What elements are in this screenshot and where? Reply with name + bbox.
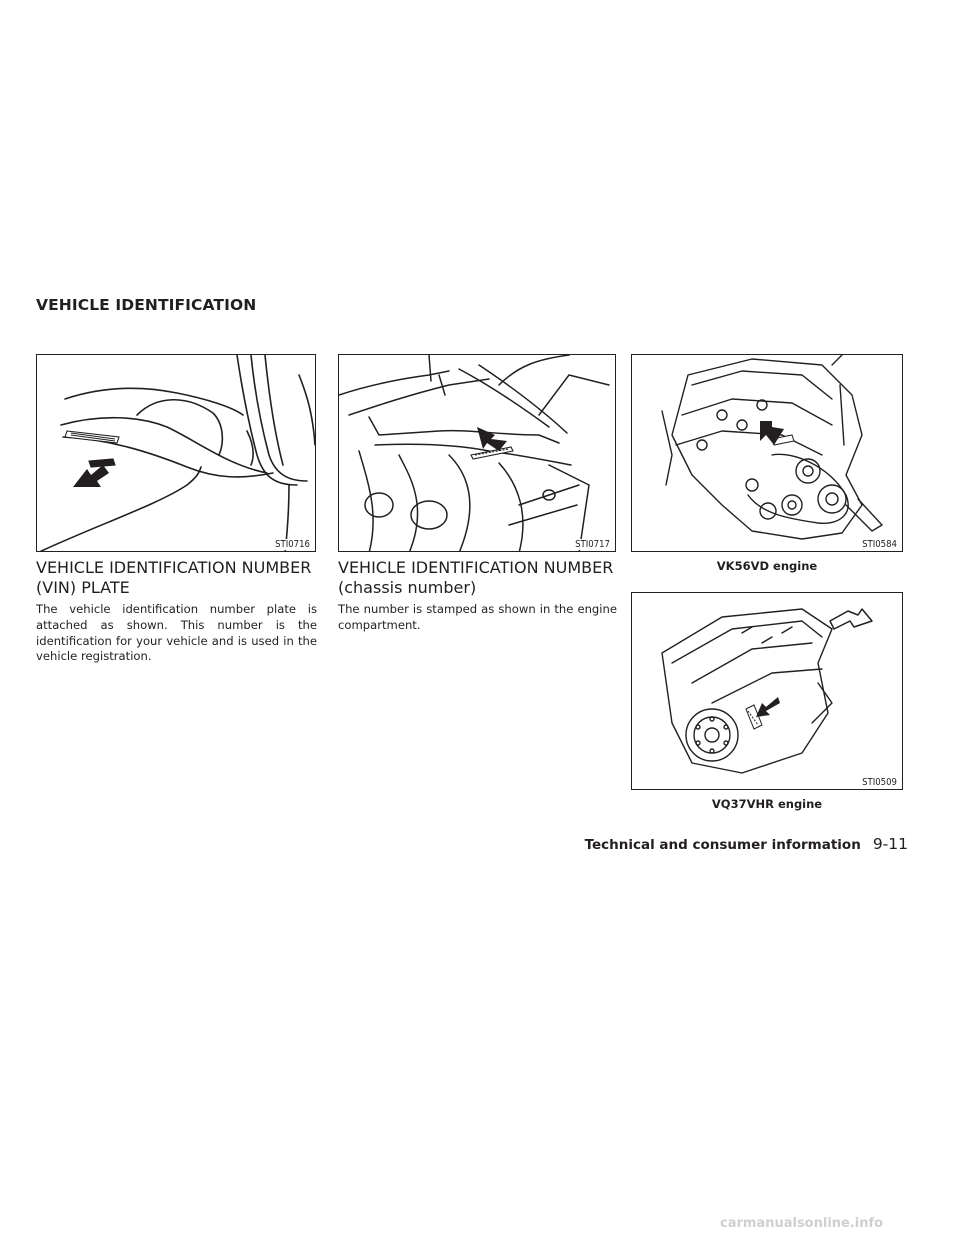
vk56vd-engine-figure	[631, 354, 903, 552]
arrow-icon	[756, 697, 780, 717]
section-title: VEHICLE IDENTIFICATION	[36, 296, 257, 314]
figure-code: STI0716	[275, 539, 310, 550]
vin-plate-illustration	[37, 355, 316, 552]
heading-line: VEHICLE IDENTIFICATION NUMBER	[338, 558, 614, 577]
vk56vd-engine-illustration	[632, 355, 903, 552]
heading-line: (chassis number)	[338, 578, 477, 597]
figure-code: STI0584	[862, 539, 897, 550]
figure-code: STI0509	[862, 777, 897, 788]
vin-plate-heading	[36, 558, 326, 598]
arrow-icon	[477, 427, 507, 451]
figure-caption: VQ37VHR engine	[711, 797, 823, 811]
chassis-number-heading	[338, 558, 628, 598]
vq37vhr-engine-figure	[631, 592, 903, 790]
heading-line: (VIN) PLATE	[36, 578, 130, 597]
arrow-icon	[73, 465, 109, 487]
vq37vhr-engine-illustration	[632, 593, 903, 790]
heading-line: VEHICLE IDENTIFICATION NUMBER	[36, 558, 312, 577]
vin-plate-figure	[36, 354, 316, 552]
chassis-number-body: The number is stamped as shown in the engine compartment.	[338, 602, 617, 632]
vin-plate-body: The vehicle identification number plate is attached as shown. This number is the identification for your vehicle and is used in the vehicle registration.	[36, 602, 317, 664]
watermark: carmanualsonline.info	[720, 1216, 884, 1231]
page-footer	[560, 834, 908, 853]
front-indicator-icon	[830, 609, 872, 629]
page-number: 9-11	[872, 835, 908, 853]
figure-caption: VK56VD engine	[716, 559, 818, 573]
chassis-number-figure	[338, 354, 616, 552]
footer-chapter: Technical and consumer information	[584, 837, 861, 853]
engine-compartment-illustration	[339, 355, 616, 552]
figure-code: STI0717	[575, 539, 610, 550]
